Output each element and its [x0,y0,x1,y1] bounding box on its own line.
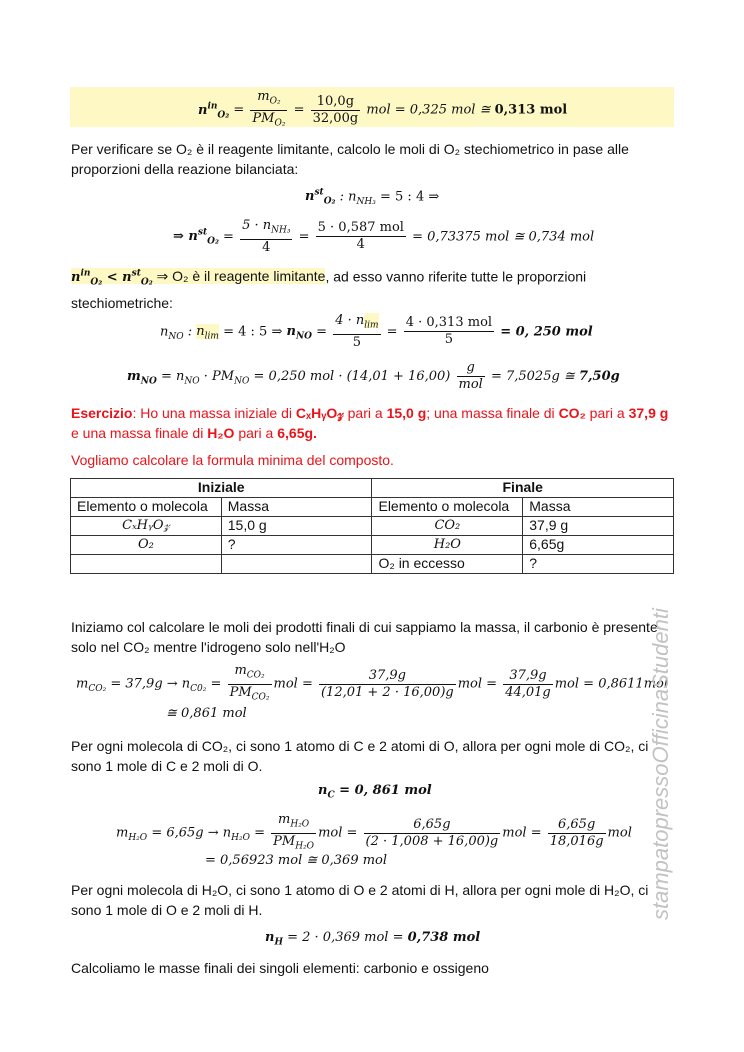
exercise-goal: Vogliamo calcolare la formula minima del composto. [71,452,394,468]
equation-n-co2-approx: ≅ 0,861 mol [166,706,247,721]
equation-n-c: $n_C = 0$, 861 mol [318,783,432,801]
equation-n-o2-stoich: ⇒ $n^{st}_{O_2}$ = $\frac{5 \cdot n_{NH_3}}{4}$ = $\frac{\text{5 · 0,587 mol}}{4}$ = 0,73375 mol ≅ 0,734 mol [173,218,595,255]
data-table [70,478,674,574]
col-mass-initial: Massa [221,498,372,517]
equation-m-no: $m_{NO} = n_{NO} \cdot PM_{NO} = 0,250$ mol · (14,01 + 16,00) $\frac{g}{\text{mol}}$ = 7,5025g ≅ 7,50g [127,360,620,392]
equation-n-no: $n_{NO}$ : $n_{lim} = 4$ : 5 ⇒ $n_{NO}$ = $\frac{4 \cdot n_{lim}}{5}$ = $\frac{\text{4 · 0,313 mol}}{5}$ = 0, 250 mol [160,313,593,350]
col-mass-final: Massa [523,498,674,517]
col-elem-initial: Elemento o molecola [71,498,222,517]
paragraph-h2o-atoms: Per ogni molecola di H₂O, ci sono 1 atomo di O e 2 atomi di H, allora per ogni mole di H₂O, ci sono 1 mole di O e 2 moli di H. [71,882,649,918]
equation-n-h2o-approx: = 0,56923 mol ≅ 0,369 mol [205,853,388,868]
paragraph-limiting: $n^{in}_{O_2} < n^{st}_{O_2}$ ⇒ O₂ è il reagente limitante, ad esso vanno riferite tutte le proporzioni stechiometriche: [71,268,587,311]
watermark: stampatopressoOfficinaStudenti [648,608,673,920]
paragraph-start-calc: Iniziamo col calcolare le moli dei prodotti finali di cui sappiamo la massa, il carbonio è presente solo nel CO₂ mentre l'idrogeno solo nell'H₂O [71,619,658,655]
header-initial: Iniziale [71,479,372,498]
table-row: O₂ ? H₂O 6,65g [71,536,674,555]
paragraph-co2-atoms: Per ogni molecola di CO₂, ci sono 1 atomo di C e 2 atomi di O, allora per ogni mole di CO₂, ci sono 1 mole di C e 2 moli di O. [71,738,649,774]
equation-n-h2o: $m_{H_2O} = 6,65g \to n_{H_2O}$ = $\frac{m_{H_2O}}{PM_{H_2O}}$ mol = $\frac{6,65g}{(2 \cdot 1,008 + 16,00)g}$ mol = $\frac{6,65g}{18,016g}$ mol [116,812,632,852]
paragraph-verify: Per verificare se O₂ è il reagente limitante, calcolo le moli di O₂ stechiometrico in pase alle proporzioni della reazione bilanciata: [71,141,629,177]
exercise-statement: Esercizio: Ho una massa iniziale di CₓHᵧO𝓏 pari a 15,0 g; una massa finale di CO₂ pari a 37,9 g e una massa finale di H₂O pari a 6,65g. [71,405,669,441]
table-row: O₂ in eccesso ? [71,555,674,574]
n-in-vs-st: $n^{in}_{O_2} < n^{st}_{O_2}$ [71,269,153,288]
equation-n-h: $n_H = 2 \cdot 0,369$ mol = 0,738 mol [265,930,481,948]
equation-n-co2: $m_{CO_2} = 37,9g \to n_{C0_2}$ = $\frac{m_{CO_2}}{PM_{CO_2}}$ mol = $\frac{37,9g}{(12,01 + 2 \cdot 16,00)g}$ mol = $\frac{37,9g}{44,01g}$ mol = 0,8611mol [76,663,669,703]
col-elem-final: Elemento o molecola [372,498,523,517]
table-row: CₓHᵧO𝓏 15,0 g CO₂ 37,9 g [71,517,674,536]
header-final: Finale [372,479,674,498]
equation-n-o2-initial: $n^{in}_{O_2}$ = $\frac{m_{O_2}}{PM_{O_2}}$ = $\frac{10,0g}{32,00g}$ mol = 0,325 mol ≅ 0,313 mol [198,89,568,129]
paragraph-final-masses: Calcoliamo le masse finali dei singoli elementi: carbonio e ossigeno [71,960,489,976]
equation-ratio: $n^{st}_{O_2}$ : $n_{NH_3} = 5$ : 4 ⇒ [305,188,440,207]
